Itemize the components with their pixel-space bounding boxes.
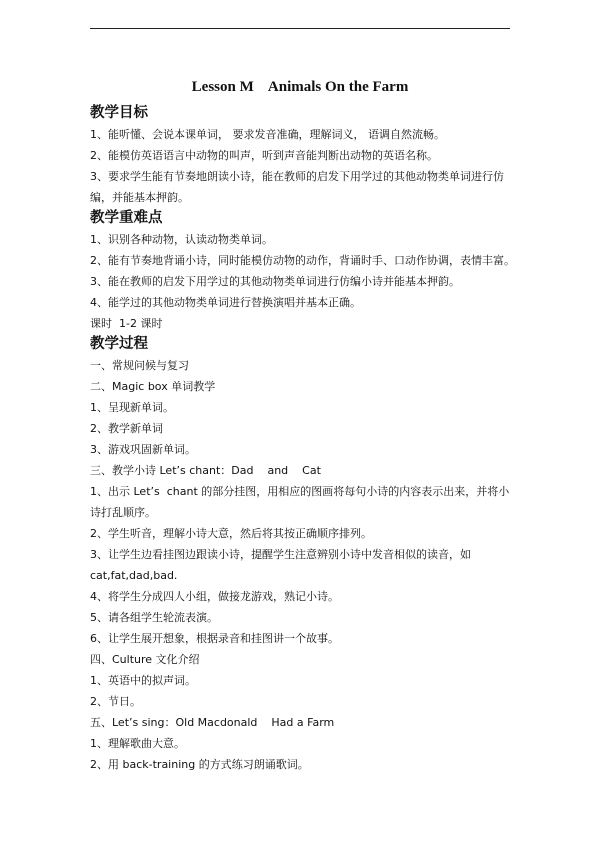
process-item-3: 1、呈现新单词。: [90, 401, 174, 414]
section-heading-goals: 教学目标: [90, 105, 148, 121]
key-point-item-2: 2、能有节奏地背诵小诗，同时能模仿动物的动作，背诵时手、口动作协调，表情丰富。: [90, 254, 515, 267]
process-item-12: 6、让学生展开想象，根据录音和挂图讲一个故事。: [90, 632, 339, 645]
process-item-13: 四、Culture 文化介绍: [90, 653, 200, 666]
process-item-4: 2、教学新单词: [90, 422, 163, 435]
process-item-14: 1、英语中的拟声词。: [90, 674, 196, 687]
goal-item-2: 2、能模仿英语语言中动物的叫声，听到声音能判断出动物的英语名称。: [90, 149, 438, 162]
process-item-9: 3、让学生边看挂图边跟读小诗，提醒学生注意辨别小诗中发音相似的读音，如 cat,fat,dad,bad.: [90, 548, 475, 582]
goal-item-1: 1、能听懂、会说本课单词， 要求发音准确，理解词义， 语调自然流畅。: [90, 128, 445, 141]
class-hours: 课时 1-2 课时: [90, 317, 163, 330]
process-item-17: 1、理解歌曲大意。: [90, 737, 185, 750]
document-body: [90, 103, 515, 775]
process-item-7: 1、出示 Let’s chant 的部分挂图，用相应的图画将每句小诗的内容表示出来，并将小诗打乱顺序。: [90, 485, 510, 519]
key-point-item-4: 4、能学过的其他动物类单词进行替换演唱并基本正确。: [90, 296, 361, 309]
process-item-18: 2、用 back-training 的方式练习朗诵歌词。: [90, 758, 309, 771]
process-item-10: 4、将学生分成四人小组，做接龙游戏，熟记小诗。: [90, 590, 339, 603]
process-item-11: 5、请各组学生轮流表演。: [90, 611, 218, 624]
process-item-5: 3、游戏巩固新单词。: [90, 443, 196, 456]
process-item-16: 五、Let’s sing：Old Macdonald Had a Farm: [90, 716, 335, 729]
process-item-2: 二、Magic box 单词教学: [90, 380, 216, 393]
goal-item-3: 3、要求学生能有节奏地朗读小诗，能在教师的启发下用学过的其他动物类单词进行仿编，并能基本押韵。: [90, 170, 504, 204]
section-heading-process: 教学过程: [90, 336, 148, 352]
process-item-15: 2、节日。: [90, 695, 141, 708]
section-heading-key-points: 教学重难点: [90, 210, 163, 226]
lesson-title: Lesson M Animals On the Farm: [191, 79, 409, 95]
key-point-item-3: 3、能在教师的启发下用学过的其他动物类单词进行仿编小诗并能基本押韵。: [90, 275, 460, 288]
header-rule: [90, 28, 510, 29]
process-item-6: 三、教学小诗 Let’s chant：Dad and Cat: [90, 464, 321, 477]
process-item-8: 2、学生听音，理解小诗大意，然后将其按正确顺序排列。: [90, 527, 372, 540]
key-point-item-1: 1、识别各种动物，认读动物类单词。: [90, 233, 273, 246]
process-item-1: 一、常规问候与复习: [90, 359, 189, 372]
